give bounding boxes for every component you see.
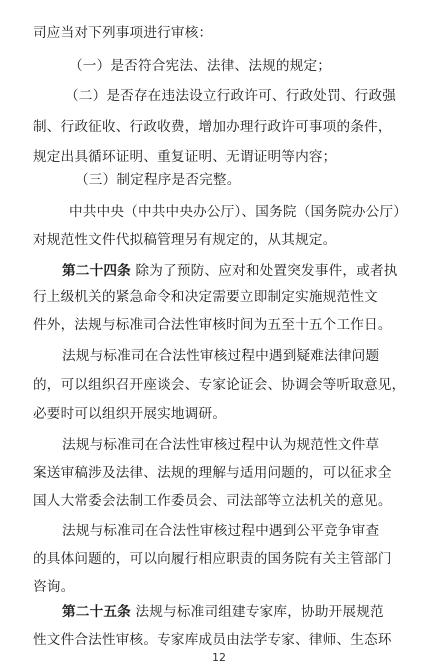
line-text: 件外，法规与标准司合法性审核时间为五至十五个工作日。	[33, 317, 392, 333]
line-text: 性文件合法性审核。专家库成员由法学专家、律师、生态环	[33, 632, 392, 648]
text-line-21	[62, 602, 436, 622]
line-text: 除为了预防、应对和处置突发事件，或者执	[135, 263, 398, 279]
text-line-18	[62, 521, 436, 541]
line-text: （三）制定程序是否完整。	[75, 172, 241, 188]
text-line-6	[75, 170, 436, 190]
text-line-12	[62, 346, 436, 366]
article-24-label: 第二十四条	[62, 263, 131, 279]
text-line-11	[33, 315, 436, 335]
line-text: 行上级机关的紧急命令和决定需要立即制定实施规范性文	[33, 289, 378, 305]
text-line-22	[33, 630, 436, 650]
line-text: 对规范性文件代拟稿管理另有规定的，从其规定。	[33, 232, 337, 248]
text-line-3	[65, 86, 436, 106]
line-text: 的具体问题的，可以向履行相应职责的国务院有关主管部门	[33, 551, 392, 567]
text-line-1	[33, 23, 436, 43]
text-line-10	[33, 287, 436, 307]
line-text: 中共中央（中共中央办公厅）、国务院（国务院办公厅）	[69, 204, 408, 220]
line-text: 国人大常委会法制工作委员会、司法部等立法机关的意见。	[33, 493, 392, 509]
line-text: 案送审稿涉及法律、法规的理解与适用问题的，可以征求全	[33, 465, 392, 481]
text-line-13	[33, 375, 436, 395]
line-text: 法规与标准司在合法性审核过程中遇到公平竞争审查	[62, 523, 380, 539]
text-line-4	[33, 117, 436, 137]
line-text: 法规与标准司在合法性审核过程中遇到疑难法律问题	[62, 348, 380, 364]
line-text: 法规与标准司组建专家库，协助开展规范	[135, 604, 384, 620]
text-line-15	[62, 435, 436, 455]
text-line-9	[62, 261, 436, 281]
line-text: 法规与标准司在合法性审核过程中认为规范性文件草	[62, 437, 380, 453]
text-line-17	[33, 491, 436, 511]
article-25-label: 第二十五条	[62, 604, 131, 620]
text-line-14	[33, 404, 436, 424]
text-line-5	[33, 147, 436, 167]
text-line-16	[33, 463, 436, 483]
line-text: 制、行政征收、行政收费，增加办理行政许可事项的条件，	[33, 119, 392, 135]
line-text: 规定出具循环证明、重复证明、无谓证明等内容；	[33, 149, 337, 165]
line-text: 的，可以组织召开座谈会、专家论证会、协调会等听取意见，	[33, 377, 406, 393]
text-line-20	[33, 577, 436, 597]
text-line-19	[33, 549, 436, 569]
text-line-7	[69, 202, 436, 222]
line-text: 咨询。	[33, 579, 75, 595]
line-text: （二）是否存在违法设立行政许可、行政处罚、行政强	[65, 88, 397, 104]
text-line-8	[33, 230, 436, 250]
line-text: 必要时可以组织开展实地调研。	[33, 406, 227, 422]
line-text: 司应当对下列事项进行审核：	[33, 25, 213, 41]
text-line-2	[69, 56, 436, 76]
page-number: 12	[212, 651, 226, 664]
line-text: （一）是否符合宪法、法律、法规的规定；	[69, 58, 332, 74]
